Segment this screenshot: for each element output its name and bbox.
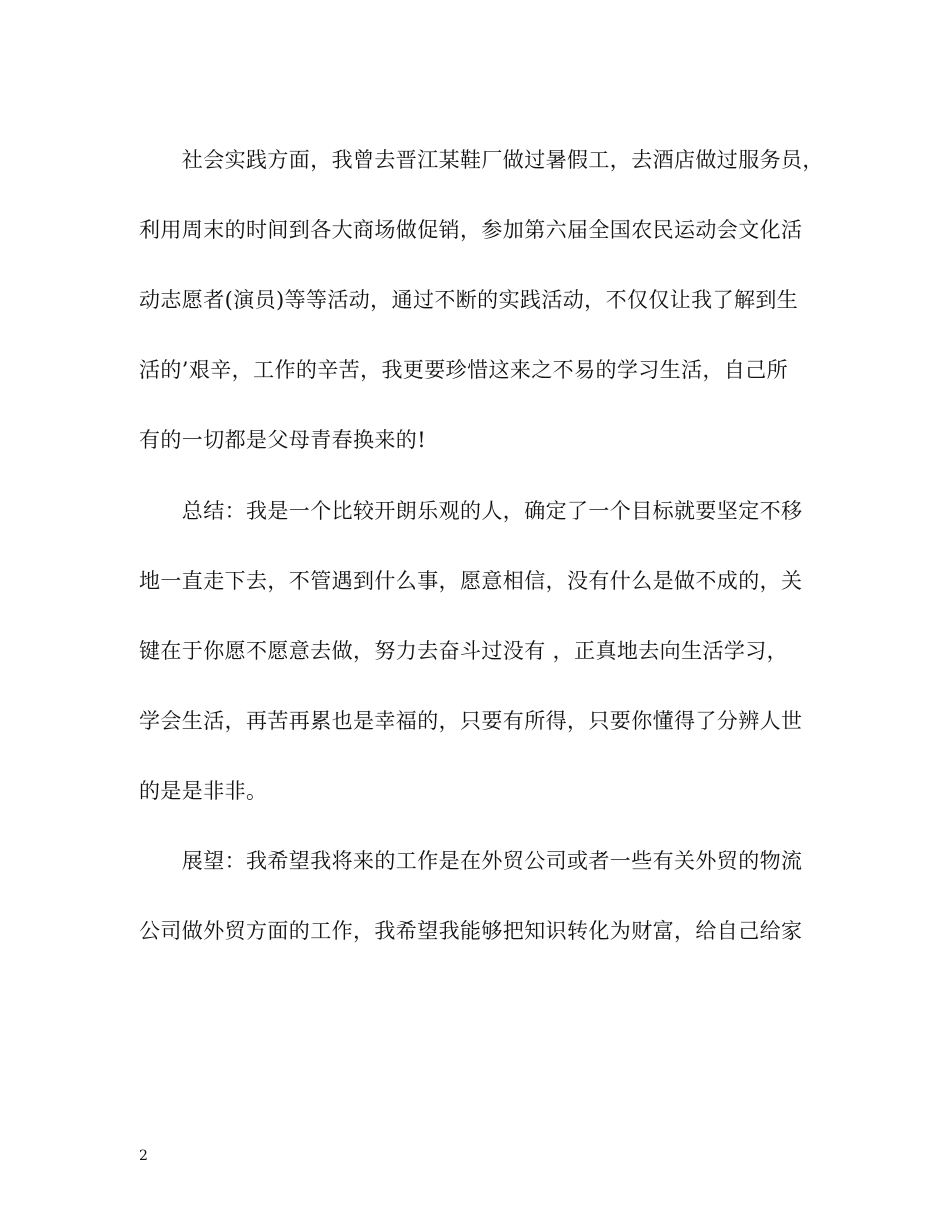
text-line-8: 键在于你愿不愿意去做，努力去奋斗过没有 ，正真地去向生活学习， bbox=[139, 639, 789, 663]
text-line-12: 公司做外贸方面的工作，我希望我能够把知识转化为财富，给自己给家 bbox=[139, 919, 803, 943]
text-line-4: 活的’艰辛，工作的辛苦，我更要珍惜这来之不易的学习生活，自己所 bbox=[139, 358, 789, 382]
text-line-10: 的是是非非。 bbox=[139, 779, 268, 803]
text-line-7: 地一直走下去，不管遇到什么事，愿意相信，没有什么是做不成的，关 bbox=[139, 569, 803, 593]
text-line-11: 展望：我希望我将来的工作是在外贸公司或者一些有关外贸的物流 bbox=[139, 849, 803, 873]
page-number: 2 bbox=[139, 1148, 148, 1164]
text-line-3: 动志愿者(演员)等等活动，通过不断的实践活动，不仅仅让我了解到生 bbox=[139, 288, 799, 312]
text-line-2: 利用周末的时间到各大商场做促销，参加第六届全国农民运动会文化活 bbox=[139, 218, 803, 242]
text-line-1: 社会实践方面，我曾去晋江某鞋厂做过暑假工，去酒店做过服务员， bbox=[139, 148, 824, 172]
text-line-6: 总结：我是一个比较开朗乐观的人，确定了一个目标就要坚定不移 bbox=[139, 499, 803, 523]
text-line-9: 学会生活，再苦再累也是幸福的，只要有所得，只要你懂得了分辨人世 bbox=[139, 709, 803, 733]
text-line-5: 有的一切都是父母青春换来的! bbox=[139, 428, 427, 452]
